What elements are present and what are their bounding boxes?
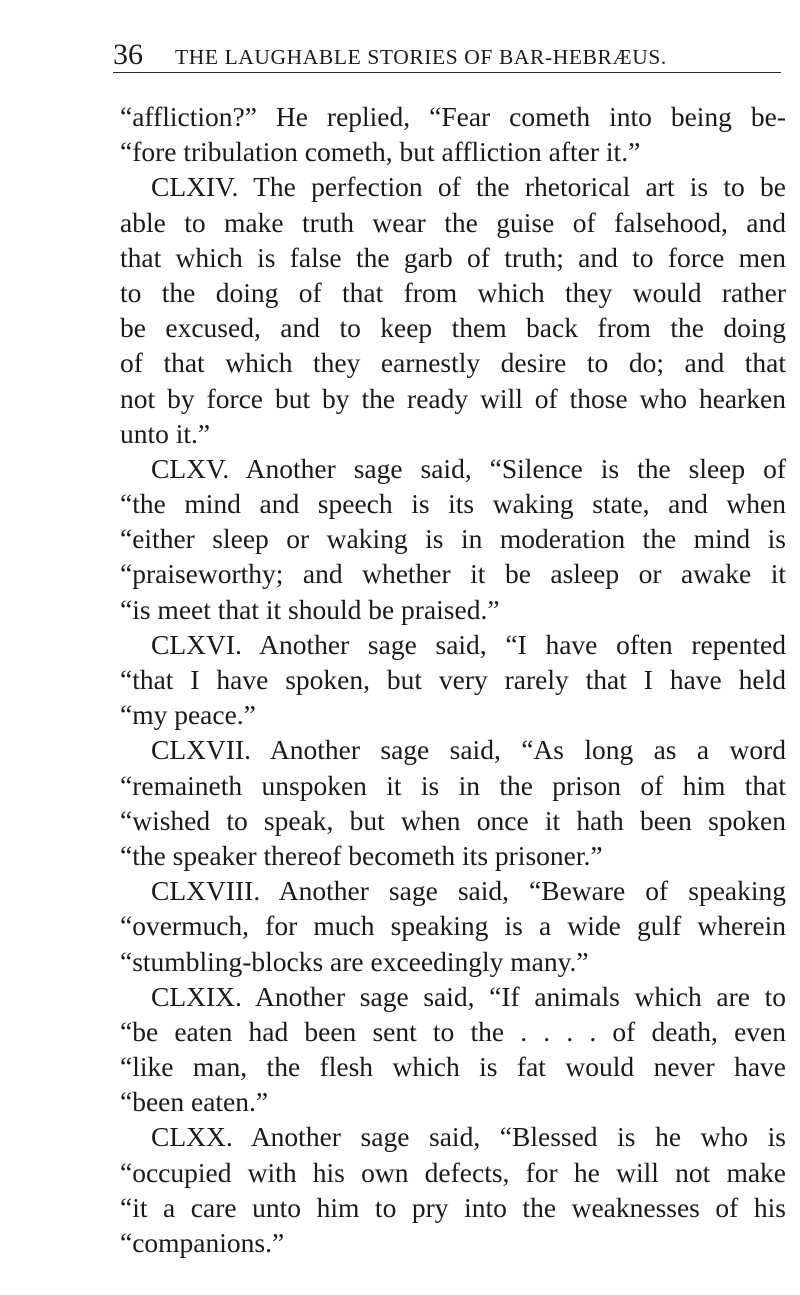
text-line: “either sleep or waking is in moderation the mind is	[120, 523, 786, 555]
text-line: “fore tribulation cometh, but affliction after it.”	[120, 136, 641, 168]
page-number: 36	[113, 38, 143, 71]
text-line: “the speaker thereof becometh its prisoner.”	[120, 839, 603, 871]
text-line: “overmuch, for much speaking is a wide gulf wherein	[120, 910, 786, 942]
page-body-text	[120, 99, 786, 1260]
text-line: “that I have spoken, but very rarely that I have held	[120, 664, 786, 695]
text-line: of that which they earnestly desire to do; and that	[120, 347, 786, 379]
text-line: “occupied with his own defects, for he will not make	[120, 1156, 786, 1188]
text-line: CLXX. Another sage said, “Blessed is he who is	[151, 1121, 786, 1153]
text-line: CLXV. Another sage said, “Silence is the sleep of	[151, 452, 786, 484]
text-line: unto it.”	[120, 417, 211, 449]
running-head-title: THE LAUGHABLE STORIES OF BAR-HEBRÆUS.	[175, 45, 667, 69]
text-line: “is meet that it should be praised.”	[120, 593, 500, 625]
text-line: “my peace.”	[120, 699, 256, 731]
text-line: to the doing of that from which they would rather	[120, 276, 786, 308]
text-line: not by force but by the ready will of those who hearken	[120, 382, 786, 414]
text-line: CLXVII. Another sage said, “As long as a word	[151, 734, 786, 766]
text-line: CLXIX. Another sage said, “If animals which are to	[151, 980, 786, 1012]
text-line: “remaineth unspoken it is in the prison of him that	[120, 769, 786, 801]
text-line: “been eaten.”	[120, 1086, 269, 1118]
text-line: “be eaten had been sent to the . . . . of death, even	[120, 1015, 786, 1047]
text-line: “it a care unto him to pry into the weaknesses of his	[120, 1191, 786, 1223]
text-line: CLXVI. Another sage said, “I have often repented	[151, 628, 786, 660]
text-line: able to make truth wear the guise of falsehood, and	[120, 206, 786, 238]
text-line: “the mind and speech is its waking state, and when	[120, 488, 786, 520]
running-header	[113, 38, 770, 74]
text-line: CLXIV. The perfection of the rhetorical art is to be	[151, 171, 786, 203]
text-line: CLXVIII. Another sage said, “Beware of speaking	[151, 875, 786, 907]
text-line: “wished to speak, but when once it hath been spoken	[120, 804, 786, 836]
header-rule	[113, 72, 781, 73]
text-line: “stumbling-blocks are exceedingly many.”	[120, 945, 589, 977]
text-line: “like man, the flesh which is fat would never have	[120, 1051, 786, 1083]
text-line: “praiseworthy; and whether it be asleep or awake it	[120, 558, 786, 590]
text-line: that which is false the garb of truth; and to force men	[120, 241, 786, 273]
text-line: “companions.”	[120, 1227, 285, 1258]
text-line: “affliction?” He replied, “Fear cometh into being be-	[120, 101, 786, 132]
text-line: be excused, and to keep them back from the doing	[120, 312, 786, 344]
